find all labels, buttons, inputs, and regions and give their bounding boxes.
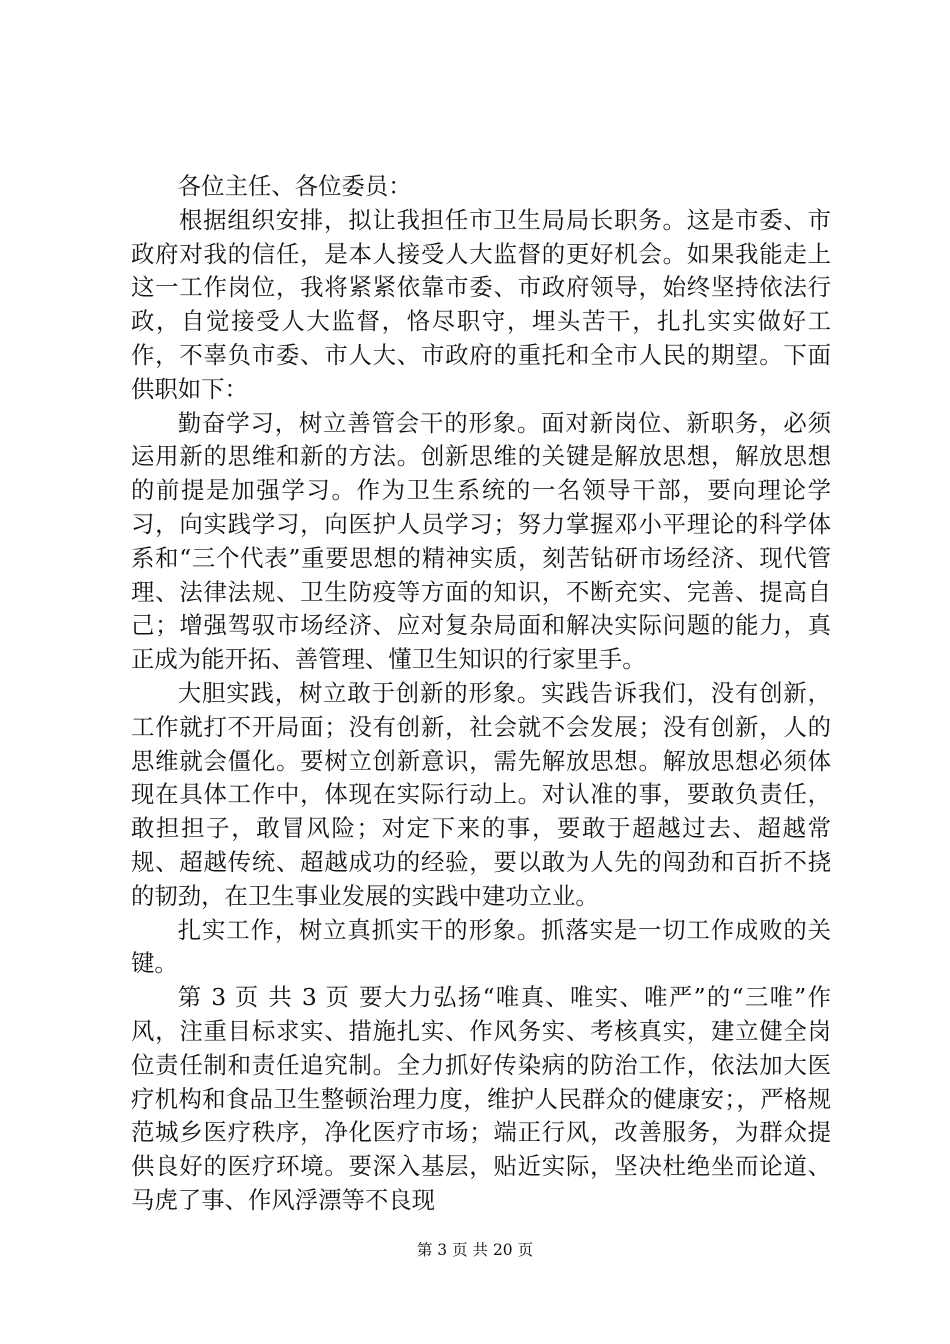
page-footer: 第 3 页 共 20 页 bbox=[416, 1241, 534, 1259]
paragraph-study: 勤奋学习，树立善管会干的形象。面对新岗位、新职务，必须运用新的思维和新的方法。创新思维的关键是解放思想，解放思想的前提是加强学习。作为卫生系统的一名领导干部，要向理论学习，向实践学习，向医护人员学习；努力掌握邓小平理论的科学体系和“三个代表”重要思想的精神实质，刻苦钻研市场经济、现代管理、法律法规、卫生防疫等方面的知识，不断充实、完善、提高自己；增强驾驭市场经济、应对复杂局面和解决实际问题的能力，真正成为能开拓、善管理、懂卫生知识的行家里手。 bbox=[131, 408, 831, 674]
paragraph-appointment: 根据组织安排，拟让我担任市卫生局局长职务。这是市委、市政府对我的信任，是本人接受人大监督的更好机会。如果我能走上这一工作岗位，我将紧紧依靠市委、市政府领导，始终坚持依法行政，自觉接受人大监督，恪尽职守，埋头苦干，扎扎实实做好工作，不辜负市委、市人大、市政府的重托和全市人民的期望。下面供职如下： bbox=[131, 205, 831, 403]
paragraph-practice: 大胆实践，树立敢于创新的形象。实践告诉我们，没有创新，工作就打不开局面；没有创新，社会就不会发展；没有创新，人的思维就会僵化。要树立创新意识，需先解放思想。解放思想必须体现在具体工作中，体现在实际行动上。对认准的事，要敢负责任，敢担担子，敢冒风险；对定下来的事，要敢于超越过去、超越常规、超越传统、超越成功的经验，要以敢为人先的闯劲和百折不挠的韧劲，在卫生事业发展的实践中建功立业。 bbox=[131, 678, 831, 910]
salutation: 各位主任、各位委员： bbox=[177, 172, 412, 200]
document-body bbox=[131, 170, 831, 1218]
paragraph-work: 扎实工作，树立真抓实干的形象。抓落实是一切工作成败的关键。 bbox=[131, 915, 831, 978]
paragraph-style: 第 3 页 共 3 页 要大力弘扬“唯真、唯实、唯严”的“三唯”作风，注重目标求实、措施扎实、作风务实、考核真实，建立健全岗位责任制和责任追究制。全力抓好传染病的防治工作，依法加大医疗机构和食品卫生整顿治理力度，维护人民群众的健康安；，严格规范城乡医疗秩序，净化医疗市场；端正行风，改善服务，为群众提供良好的医疗环境。要深入基层，贴近实际，坚决杜绝坐而论道、马虎了事、作风浮漂等不良现 bbox=[131, 983, 831, 1214]
